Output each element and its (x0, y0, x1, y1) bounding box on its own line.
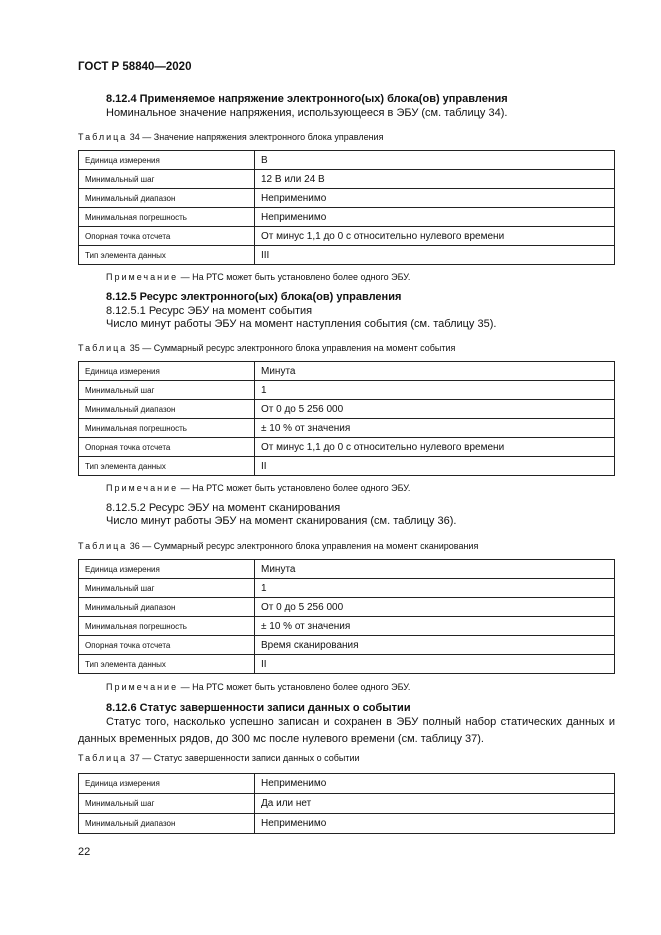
note-label: Примечание (106, 682, 179, 692)
section-heading-8-12-5: 8.12.5 Ресурс электронного(ых) блока(ов) управления (106, 291, 402, 303)
caption-label: Таблица (78, 541, 128, 551)
row-key: Единица измерения (79, 151, 255, 170)
table-34-note (106, 272, 410, 282)
row-value: Неприменимо (255, 189, 615, 208)
row-value: III (255, 246, 615, 265)
row-key: Минимальный шаг (79, 794, 255, 814)
row-key: Единица измерения (79, 362, 255, 381)
row-key: Минимальный шаг (79, 170, 255, 189)
row-key: Единица измерения (79, 560, 255, 579)
subsection-8-12-5-2: 8.12.5.2 Ресурс ЭБУ на момент сканирования (106, 502, 341, 514)
note-text: — На РТС может быть установлено более одного ЭБУ. (178, 272, 411, 282)
note-label: Примечание (106, 272, 179, 282)
table-37-caption (78, 753, 360, 763)
table-row (79, 400, 615, 419)
row-value: 1 (255, 579, 615, 598)
row-key: Тип элемента данных (79, 655, 255, 674)
caption-label: Таблица (78, 132, 128, 142)
row-key: Минимальная погрешность (79, 208, 255, 227)
table-row (79, 438, 615, 457)
row-key: Минимальный диапазон (79, 189, 255, 208)
row-key: Опорная точка отсчета (79, 636, 255, 655)
row-key: Минимальный шаг (79, 579, 255, 598)
table-row (79, 246, 615, 265)
table-36 (78, 559, 615, 674)
row-value: От 0 до 5 256 000 (255, 598, 615, 617)
row-value: Неприменимо (255, 208, 615, 227)
section-text-8-12-6: Статус того, насколько успешно записан и сохранен в ЭБУ полный набор статических данных и данных временных рядов, до 300 мс после нулевого времени (см. таблицу 37). (78, 716, 615, 745)
table-row (79, 170, 615, 189)
row-key: Минимальный диапазон (79, 400, 255, 419)
row-value: 1 (255, 381, 615, 400)
table-row (79, 774, 615, 794)
row-key: Единица измерения (79, 774, 255, 794)
note-text: — На РТС может быть установлено более одного ЭБУ. (178, 682, 411, 692)
table-row (79, 419, 615, 438)
table-row (79, 151, 615, 170)
table-row (79, 560, 615, 579)
row-value: Минута (255, 362, 615, 381)
section-text-8-12-4: Номинальное значение напряжения, использующееся в ЭБУ (см. таблицу 34). (106, 107, 508, 119)
caption-text: 35 — Суммарный ресурс электронного блока управления на момент события (127, 343, 456, 353)
row-value: Время сканирования (255, 636, 615, 655)
row-value: Минута (255, 560, 615, 579)
row-key: Минимальный диапазон (79, 814, 255, 834)
table-row (79, 189, 615, 208)
section-heading-8-12-4: 8.12.4 Применяемое напряжение электронного(ых) блока(ов) управления (106, 93, 508, 105)
table-37 (78, 773, 615, 834)
row-value: В (255, 151, 615, 170)
note-text: — На РТС может быть установлено более одного ЭБУ. (178, 483, 411, 493)
caption-text: 37 — Статус завершенности записи данных о событии (127, 753, 360, 763)
table-row (79, 636, 615, 655)
page-number: 22 (78, 846, 91, 858)
row-value: Да или нет (255, 794, 615, 814)
row-value: II (255, 457, 615, 476)
row-value: От минус 1,1 до 0 с относительно нулевого времени (255, 227, 615, 246)
caption-text: 34 — Значение напряжения электронного блока управления (127, 132, 384, 142)
table-row (79, 362, 615, 381)
table-row (79, 381, 615, 400)
table-35-caption (78, 343, 455, 353)
table-row (79, 794, 615, 814)
row-value: ± 10 % от значения (255, 617, 615, 636)
table-row (79, 617, 615, 636)
table-35 (78, 361, 615, 476)
caption-label: Таблица (78, 343, 128, 353)
table-row (79, 457, 615, 476)
row-value: ± 10 % от значения (255, 419, 615, 438)
row-value: От 0 до 5 256 000 (255, 400, 615, 419)
row-value: II (255, 655, 615, 674)
note-label: Примечание (106, 483, 179, 493)
row-key: Опорная точка отсчета (79, 227, 255, 246)
row-key: Опорная точка отсчета (79, 438, 255, 457)
row-value: 12 В или 24 В (255, 170, 615, 189)
table-35-note (106, 483, 410, 493)
table-row (79, 814, 615, 834)
row-key: Минимальная погрешность (79, 617, 255, 636)
table-row (79, 208, 615, 227)
table-row (79, 227, 615, 246)
table-row (79, 655, 615, 674)
row-value: Неприменимо (255, 774, 615, 794)
table-34-caption (78, 132, 383, 142)
document-header: ГОСТ Р 58840—2020 (78, 61, 192, 73)
table-36-note (106, 682, 410, 692)
caption-text: 36 — Суммарный ресурс электронного блока управления на момент сканирования (127, 541, 479, 551)
table-34 (78, 150, 615, 265)
row-key: Минимальный шаг (79, 381, 255, 400)
row-value: От минус 1,1 до 0 с относительно нулевого времени (255, 438, 615, 457)
table-36-caption (78, 541, 478, 551)
table-row (79, 579, 615, 598)
row-value: Неприменимо (255, 814, 615, 834)
caption-label: Таблица (78, 753, 128, 763)
row-key: Минимальный диапазон (79, 598, 255, 617)
section-heading-8-12-6: 8.12.6 Статус завершенности записи данных о событии (106, 702, 411, 714)
row-key: Тип элемента данных (79, 457, 255, 476)
subsection-text-8-12-5-2: Число минут работы ЭБУ на момент сканирования (см. таблицу 36). (106, 515, 457, 527)
table-row (79, 598, 615, 617)
row-key: Минимальная погрешность (79, 419, 255, 438)
row-key: Тип элемента данных (79, 246, 255, 265)
subsection-8-12-5-1: 8.12.5.1 Ресурс ЭБУ на момент события (106, 305, 313, 317)
subsection-text-8-12-5-1: Число минут работы ЭБУ на момент наступления события (см. таблицу 35). (106, 318, 497, 330)
